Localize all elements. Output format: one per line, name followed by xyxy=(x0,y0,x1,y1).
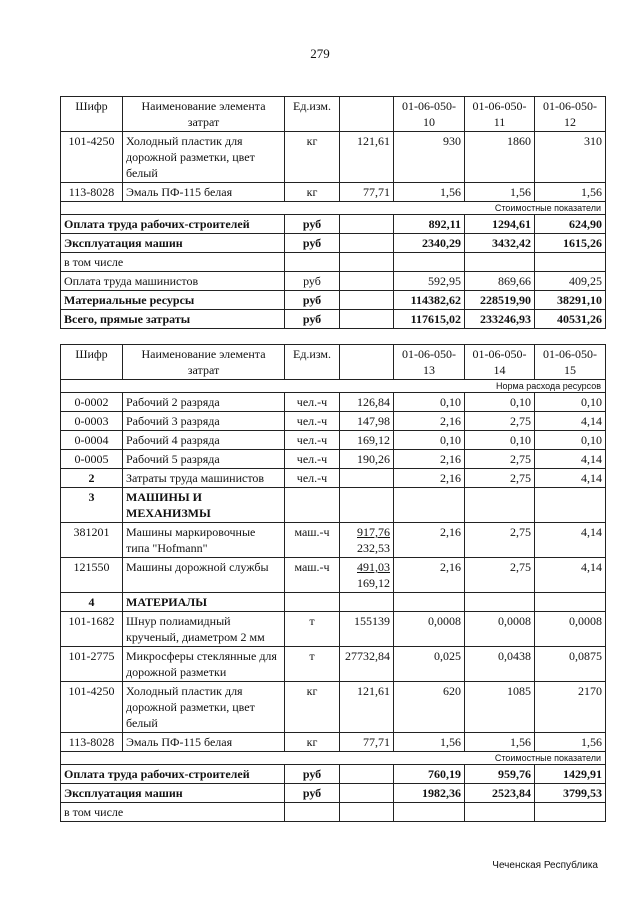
total-value-3: 409,25 xyxy=(535,272,606,291)
row-price xyxy=(340,523,394,558)
section-row xyxy=(61,593,606,612)
total-empty xyxy=(340,234,394,253)
row-name: Машины дорожной службы xyxy=(123,558,285,593)
total-unit: руб xyxy=(285,784,340,803)
section-empty xyxy=(285,593,340,612)
total-value-1: 1982,36 xyxy=(394,784,465,803)
row-price xyxy=(340,558,394,593)
section-value-2: 2,75 xyxy=(465,469,535,488)
row-unit: кг xyxy=(285,183,340,202)
section-name: Затраты труда машинистов xyxy=(123,469,285,488)
total-unit: руб xyxy=(285,291,340,310)
section-empty xyxy=(394,593,465,612)
row-value-1: 930 xyxy=(394,132,465,183)
total-name: Оплата труда рабочих-строителей xyxy=(61,765,285,784)
row-value-3: 4,14 xyxy=(535,450,606,469)
total-value-1: 892,11 xyxy=(394,215,465,234)
row-unit: кг xyxy=(285,132,340,183)
footer-region: Чеченская Республика xyxy=(492,860,598,871)
total-empty xyxy=(340,803,394,822)
header-name: Наименование элемента затрат xyxy=(123,97,285,132)
row-value-1: 0,0008 xyxy=(394,612,465,647)
total-unit: руб xyxy=(285,234,340,253)
header-col-2: 01-06-050-14 xyxy=(465,345,535,380)
table-row xyxy=(61,183,606,202)
total-name: Эксплуатация машин xyxy=(61,234,285,253)
row-unit: т xyxy=(285,612,340,647)
section-row xyxy=(61,469,606,488)
row-name: Рабочий 4 разряда xyxy=(123,431,285,450)
row-price: 190,26 xyxy=(340,450,394,469)
table-row xyxy=(61,733,606,752)
table-row xyxy=(61,558,606,593)
row-unit: маш.-ч xyxy=(285,523,340,558)
row-price: 77,71 xyxy=(340,733,394,752)
row-value-2: 0,10 xyxy=(465,393,535,412)
row-value-2: 0,10 xyxy=(465,431,535,450)
row-code: 101-1682 xyxy=(61,612,123,647)
table-row xyxy=(61,647,606,682)
total-name: в том числе xyxy=(61,803,285,822)
total-unit xyxy=(285,253,340,272)
row-code: 101-4250 xyxy=(61,132,123,183)
section-value-3: 4,14 xyxy=(535,469,606,488)
total-unit: руб xyxy=(285,272,340,291)
total-value-1: 2340,29 xyxy=(394,234,465,253)
total-unit: руб xyxy=(285,310,340,329)
section-code: 3 xyxy=(61,488,123,523)
row-code: 0-0003 xyxy=(61,412,123,431)
price-top: 491,03 xyxy=(357,560,390,574)
total-row xyxy=(61,253,606,272)
resource-table-1 xyxy=(60,96,606,329)
section-empty xyxy=(394,488,465,523)
total-value-1 xyxy=(394,253,465,272)
row-value-3: 310 xyxy=(535,132,606,183)
row-value-3: 0,0875 xyxy=(535,647,606,682)
section-empty xyxy=(465,488,535,523)
section-empty xyxy=(340,488,394,523)
total-value-2: 2523,84 xyxy=(465,784,535,803)
total-empty xyxy=(340,215,394,234)
row-value-1: 0,025 xyxy=(394,647,465,682)
section-code: 4 xyxy=(61,593,123,612)
section-value-1: 2,16 xyxy=(394,469,465,488)
header-unit: Ед.изм. xyxy=(285,97,340,132)
row-name: Эмаль ПФ-115 белая xyxy=(123,183,285,202)
total-value-3: 40531,26 xyxy=(535,310,606,329)
price-bottom: 232,53 xyxy=(357,541,390,555)
total-value-2: 959,76 xyxy=(465,765,535,784)
table2-body xyxy=(61,345,606,822)
row-unit: т xyxy=(285,647,340,682)
table1-header-row xyxy=(61,97,606,132)
row-value-1: 2,16 xyxy=(394,558,465,593)
row-value-3: 4,14 xyxy=(535,412,606,431)
row-name: Шнур полиамидный крученый, диаметром 2 мм xyxy=(123,612,285,647)
section-empty xyxy=(535,593,606,612)
row-code: 0-0004 xyxy=(61,431,123,450)
total-empty xyxy=(340,310,394,329)
row-code: 381201 xyxy=(61,523,123,558)
total-empty xyxy=(340,272,394,291)
row-code: 113-8028 xyxy=(61,183,123,202)
header-unit: Ед.изм. xyxy=(285,345,340,380)
section-empty xyxy=(340,593,394,612)
total-value-1: 117615,02 xyxy=(394,310,465,329)
row-value-1: 1,56 xyxy=(394,733,465,752)
row-value-2: 1085 xyxy=(465,682,535,733)
header-code: Шифр xyxy=(61,97,123,132)
row-unit: чел.-ч xyxy=(285,431,340,450)
row-value-2: 1,56 xyxy=(465,183,535,202)
row-name: Рабочий 3 разряда xyxy=(123,412,285,431)
row-value-1: 1,56 xyxy=(394,183,465,202)
total-name: Всего, прямые затраты xyxy=(61,310,285,329)
header-code: Шифр xyxy=(61,345,123,380)
table-row xyxy=(61,682,606,733)
row-name: Машины маркировочные типа "Hofmann" xyxy=(123,523,285,558)
total-value-2: 3432,42 xyxy=(465,234,535,253)
header-col-3: 01-06-050-12 xyxy=(535,97,606,132)
section-unit: чел.-ч xyxy=(285,469,340,488)
total-row xyxy=(61,803,606,822)
header-col-3: 01-06-050-15 xyxy=(535,345,606,380)
row-value-3: 0,0008 xyxy=(535,612,606,647)
cost-indicators-label: Стоимостные показатели xyxy=(61,202,606,215)
table-row xyxy=(61,431,606,450)
total-name: Оплата труда рабочих-строителей xyxy=(61,215,285,234)
total-empty xyxy=(340,765,394,784)
row-name: Рабочий 2 разряда xyxy=(123,393,285,412)
row-unit: кг xyxy=(285,733,340,752)
section-empty xyxy=(340,469,394,488)
total-name: Оплата труда машинистов xyxy=(61,272,285,291)
row-unit: чел.-ч xyxy=(285,393,340,412)
total-value-2: 228519,90 xyxy=(465,291,535,310)
header-price xyxy=(340,345,394,380)
total-row xyxy=(61,234,606,253)
table-row xyxy=(61,393,606,412)
total-row xyxy=(61,765,606,784)
total-unit: руб xyxy=(285,765,340,784)
header-name: Наименование элемента затрат xyxy=(123,345,285,380)
row-price: 155139 xyxy=(340,612,394,647)
row-value-2: 1,56 xyxy=(465,733,535,752)
total-name: в том числе xyxy=(61,253,285,272)
total-value-3: 38291,10 xyxy=(535,291,606,310)
section-row xyxy=(61,488,606,523)
row-value-2: 2,75 xyxy=(465,523,535,558)
row-value-1: 2,16 xyxy=(394,523,465,558)
row-unit: кг xyxy=(285,682,340,733)
row-value-2: 0,0008 xyxy=(465,612,535,647)
page-number: 279 xyxy=(310,46,330,61)
section-name: МАТЕРИАЛЫ xyxy=(123,593,285,612)
total-row xyxy=(61,215,606,234)
row-price: 147,98 xyxy=(340,412,394,431)
row-name: Эмаль ПФ-115 белая xyxy=(123,733,285,752)
row-value-1: 2,16 xyxy=(394,450,465,469)
row-name: Холодный пластик для дорожной разметки, цвет белый xyxy=(123,682,285,733)
total-value-2: 233246,93 xyxy=(465,310,535,329)
total-name: Эксплуатация машин xyxy=(61,784,285,803)
total-value-2: 1294,61 xyxy=(465,215,535,234)
row-value-3: 0,10 xyxy=(535,431,606,450)
section-empty xyxy=(285,488,340,523)
row-price: 27732,84 xyxy=(340,647,394,682)
row-value-2: 2,75 xyxy=(465,558,535,593)
row-value-2: 0,0438 xyxy=(465,647,535,682)
row-value-2: 2,75 xyxy=(465,450,535,469)
table-row xyxy=(61,612,606,647)
cost-indicators-row xyxy=(61,752,606,765)
total-row xyxy=(61,291,606,310)
row-value-1: 0,10 xyxy=(394,393,465,412)
header-col-1: 01-06-050-13 xyxy=(394,345,465,380)
cost-indicators-row xyxy=(61,202,606,215)
price-bottom: 169,12 xyxy=(357,576,390,590)
norm-row xyxy=(61,380,606,393)
row-value-1: 2,16 xyxy=(394,412,465,431)
row-value-2: 2,75 xyxy=(465,412,535,431)
total-value-2: 869,66 xyxy=(465,272,535,291)
row-value-2: 1860 xyxy=(465,132,535,183)
row-unit: чел.-ч xyxy=(285,412,340,431)
price-top: 917,76 xyxy=(357,525,390,539)
norm-label: Норма расхода ресурсов xyxy=(61,380,606,393)
total-value-3: 1429,91 xyxy=(535,765,606,784)
total-value-1: 592,95 xyxy=(394,272,465,291)
row-value-3: 4,14 xyxy=(535,558,606,593)
row-name: Рабочий 5 разряда xyxy=(123,450,285,469)
total-value-3 xyxy=(535,803,606,822)
total-empty xyxy=(340,291,394,310)
total-row xyxy=(61,272,606,291)
table-row xyxy=(61,412,606,431)
row-price: 169,12 xyxy=(340,431,394,450)
total-empty xyxy=(340,253,394,272)
row-code: 101-4250 xyxy=(61,682,123,733)
row-code: 101-2775 xyxy=(61,647,123,682)
total-value-3: 3799,53 xyxy=(535,784,606,803)
row-unit: маш.-ч xyxy=(285,558,340,593)
total-value-2 xyxy=(465,253,535,272)
row-price: 77,71 xyxy=(340,183,394,202)
table1-body xyxy=(61,97,606,329)
section-code: 2 xyxy=(61,469,123,488)
row-price: 121,61 xyxy=(340,682,394,733)
row-price: 126,84 xyxy=(340,393,394,412)
row-value-3: 4,14 xyxy=(535,523,606,558)
total-value-1 xyxy=(394,803,465,822)
total-value-3: 624,90 xyxy=(535,215,606,234)
total-value-1: 760,19 xyxy=(394,765,465,784)
total-name: Материальные ресурсы xyxy=(61,291,285,310)
resource-table-2 xyxy=(60,344,606,822)
row-value-3: 0,10 xyxy=(535,393,606,412)
table-row xyxy=(61,450,606,469)
row-price: 121,61 xyxy=(340,132,394,183)
row-value-3: 2170 xyxy=(535,682,606,733)
total-value-3 xyxy=(535,253,606,272)
total-value-2 xyxy=(465,803,535,822)
total-value-1: 114382,62 xyxy=(394,291,465,310)
header-price xyxy=(340,97,394,132)
total-row xyxy=(61,310,606,329)
section-name: МАШИНЫ И МЕХАНИЗМЫ xyxy=(123,488,285,523)
header-col-2: 01-06-050-11 xyxy=(465,97,535,132)
total-unit: руб xyxy=(285,215,340,234)
row-name: Микросферы стеклянные для дорожной разметки xyxy=(123,647,285,682)
row-code: 121550 xyxy=(61,558,123,593)
row-value-3: 1,56 xyxy=(535,733,606,752)
row-value-1: 0,10 xyxy=(394,431,465,450)
table2-header-row xyxy=(61,345,606,380)
cost-indicators-label: Стоимостные показатели xyxy=(61,752,606,765)
header-col-1: 01-06-050-10 xyxy=(394,97,465,132)
total-value-3: 1615,26 xyxy=(535,234,606,253)
section-empty xyxy=(535,488,606,523)
row-code: 0-0005 xyxy=(61,450,123,469)
row-name: Холодный пластик для дорожной разметки, цвет белый xyxy=(123,132,285,183)
row-code: 0-0002 xyxy=(61,393,123,412)
section-empty xyxy=(465,593,535,612)
row-code: 113-8028 xyxy=(61,733,123,752)
total-row xyxy=(61,784,606,803)
table-row xyxy=(61,523,606,558)
row-value-3: 1,56 xyxy=(535,183,606,202)
row-value-1: 620 xyxy=(394,682,465,733)
total-empty xyxy=(340,784,394,803)
row-unit: чел.-ч xyxy=(285,450,340,469)
table-row xyxy=(61,132,606,183)
total-unit xyxy=(285,803,340,822)
